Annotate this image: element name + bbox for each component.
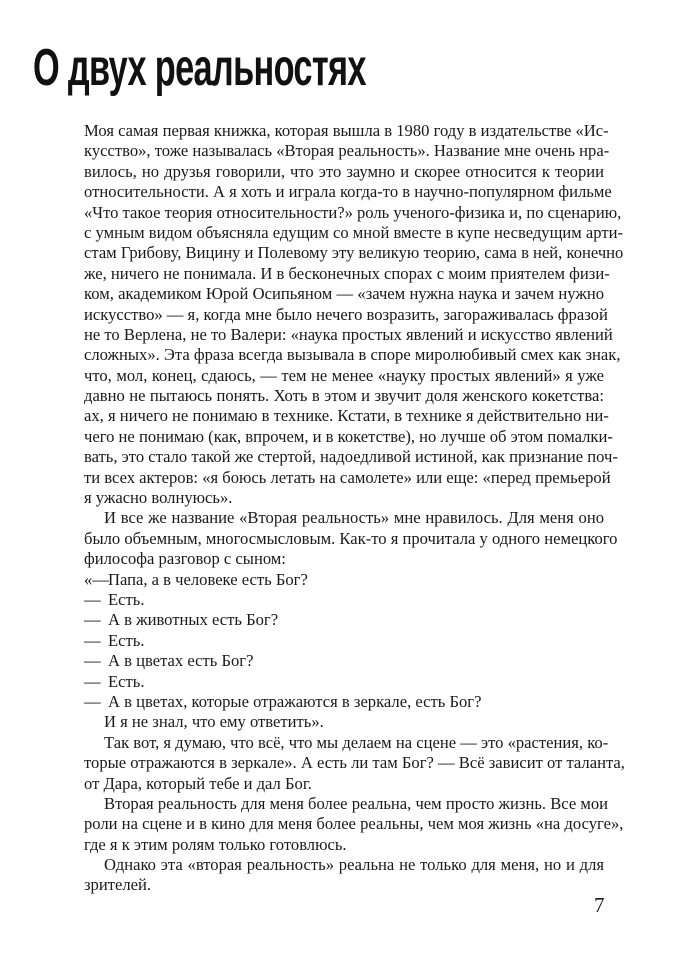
dialog-line bbox=[84, 590, 604, 610]
text-line: философа разговор с сыном: bbox=[84, 549, 286, 569]
dialog-dash: — bbox=[84, 671, 101, 691]
text-line: чего не понимаю (как, впрочем, и в кокетстве), но лучше об этом помалки- bbox=[84, 426, 613, 446]
dialog-line bbox=[84, 631, 604, 651]
dialog-dash: — bbox=[84, 610, 101, 630]
dialog-dash: — bbox=[84, 589, 101, 609]
text-line: ах, я ничего не понимаю в технике. Кстати, в технике я действительно ни- bbox=[84, 406, 609, 426]
text-line: я ужасно волнуюсь». bbox=[84, 488, 233, 508]
text-line: кусство», тоже называлась «Вторая реальность». Название мне очень нра- bbox=[84, 141, 610, 161]
body-text bbox=[84, 121, 625, 896]
text-line: было объемным, многосмысловым. Как-то я прочитала у одного немецкого bbox=[84, 528, 618, 548]
text-line: И все же название «Вторая реальность» мне нравилось. Для меня оно bbox=[104, 508, 604, 528]
text-line: от Дара, который тебе и дал Бог. bbox=[84, 773, 312, 793]
paragraph bbox=[84, 508, 618, 569]
paragraph bbox=[84, 855, 604, 896]
dialog bbox=[84, 570, 604, 713]
text-line: «Что такое теория относительности?» роль ученого-физика и, по сценарию, bbox=[84, 202, 622, 222]
dialog-dash: — bbox=[84, 691, 101, 711]
text-line: Моя самая первая книжка, которая вышла в 1980 году в издательстве «Ис- bbox=[84, 121, 609, 140]
text-line: где я к этим ролям только готовлюсь. bbox=[84, 834, 347, 854]
dialog-dash: — bbox=[84, 651, 101, 671]
dialog-text: А в животных есть Бог? bbox=[108, 610, 279, 630]
paragraph bbox=[84, 732, 625, 794]
text-line: с умным видом объясняла едущим со мной вместе в купе несведущим арти- bbox=[84, 222, 623, 242]
text-line: И я не знал, что ему ответить». bbox=[104, 712, 324, 732]
text-line: вилось, но друзья говорили, что это заумно и скорее относится к теории bbox=[84, 161, 604, 181]
text-line: зрителей. bbox=[84, 875, 152, 895]
text-line: не то Верлена, не то Валери: «наука простых явлений и искусство явлений bbox=[84, 324, 613, 344]
text-line: стам Грибову, Вицину и Полевому эту великую теорию, сама в ней, конечно bbox=[84, 243, 624, 263]
text-line: Так вот, я думаю, что всё, что мы делаем на сцене — это «растения, ко- bbox=[104, 732, 609, 752]
text-line: Однако эта «вторая реальность» реальна не только для меня, но и для bbox=[104, 855, 604, 875]
paragraph bbox=[84, 793, 624, 855]
paragraph bbox=[84, 712, 604, 732]
page-number: 7 bbox=[594, 893, 605, 917]
text-line: давно не пытаюсь понять. Хоть в этом и звучит доля женского кокетства: bbox=[84, 386, 604, 406]
dialog-text: Есть. bbox=[108, 630, 145, 650]
dialog-line bbox=[84, 672, 604, 692]
dialog-line bbox=[84, 610, 604, 630]
dialog-text: Есть. bbox=[108, 589, 145, 609]
text-line: относительности. А я хоть и играла когда-то в научно-популярном фильме bbox=[84, 182, 612, 202]
text-line: торые отражаются в зеркале». А есть ли там Бог? — Всё зависит от таланта, bbox=[84, 753, 625, 773]
dialog-text: Есть. bbox=[108, 671, 145, 691]
paragraph bbox=[84, 121, 624, 508]
dialog-line bbox=[84, 570, 604, 590]
text-line: сложных». Эта фраза всегда вызывала в споре миролюбивый смех как знак, bbox=[84, 345, 621, 365]
text-line: Вторая реальность для меня более реальна, чем просто жизнь. Все мои bbox=[104, 793, 609, 813]
dialog-dash: «— bbox=[84, 569, 109, 589]
dialog-line bbox=[84, 651, 604, 671]
text-line: искусство» — я, когда мне было нечего возразить, загораживалась фразой bbox=[84, 304, 608, 324]
dialog-text: А в цветах, которые отражаются в зеркале, есть Бог? bbox=[108, 691, 482, 711]
text-line: ти всех актеров: «я боюсь летать на самолете» или еще: «перед премьерой bbox=[84, 467, 611, 487]
text-line: что, мол, конец, сдаюсь, — тем не менее «науку простых явлений» я уже bbox=[84, 365, 604, 385]
dialog-dash: — bbox=[84, 630, 101, 650]
text-line: роли на сцене и в кино для меня более реальны, чем моя жизнь «на досуге», bbox=[84, 814, 624, 834]
text-line: вать, это стало такой же стертой, надоедливой истиной, как признание поч- bbox=[84, 447, 618, 467]
text-line: ком, академиком Юрой Осипьяном — «зачем нужна наука и зачем нужно bbox=[84, 284, 604, 304]
text-line: же, ничего не понимала. И в бесконечных спорах с моим приятелем физи- bbox=[84, 263, 610, 283]
dialog-text: А в цветах есть Бог? bbox=[108, 651, 254, 671]
dialog-text: Папа, а в человеке есть Бог? bbox=[108, 569, 308, 589]
page-title: О двух реальностях bbox=[33, 39, 366, 97]
dialog-line bbox=[84, 692, 604, 712]
